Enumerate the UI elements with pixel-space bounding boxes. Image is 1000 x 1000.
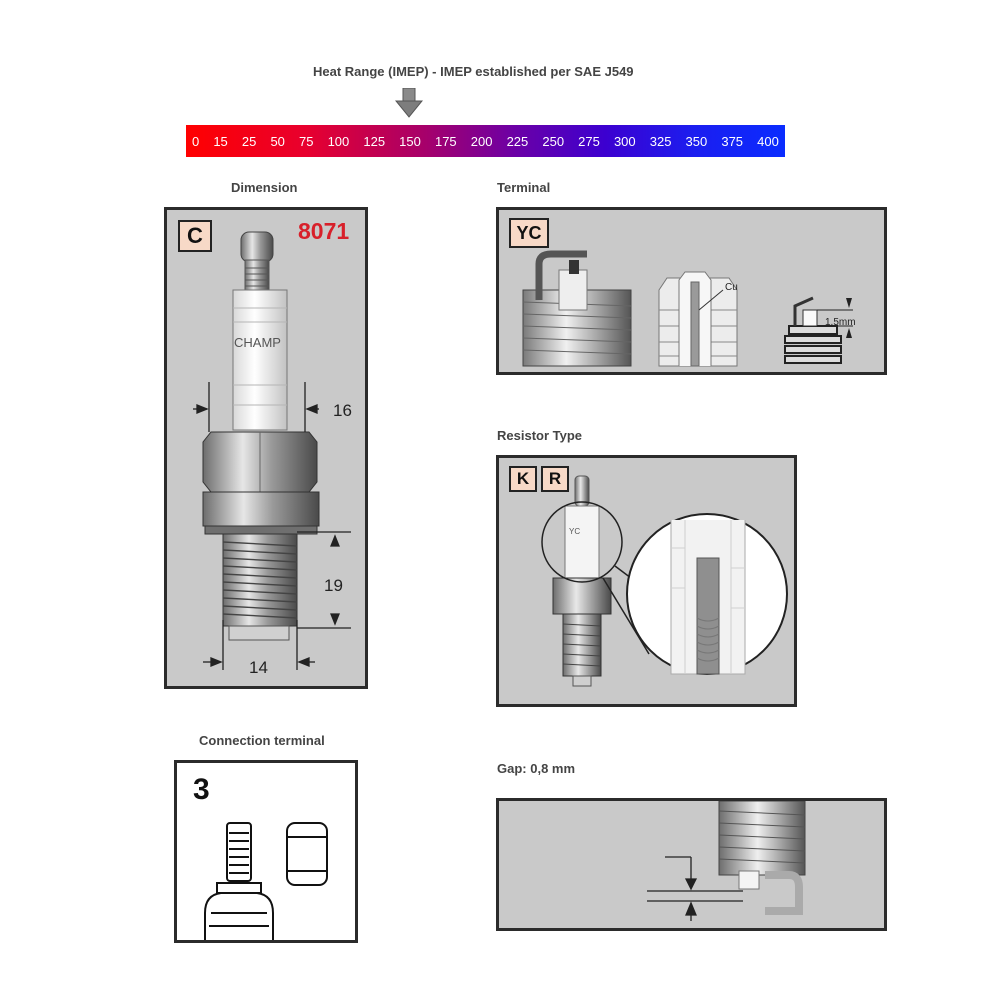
dimension-heading: Dimension	[231, 180, 298, 195]
heat-scale-value: 75	[299, 133, 314, 149]
terminal-tip-drawings	[499, 210, 884, 372]
terminal-panel	[496, 207, 887, 375]
heat-indicator-arrow-icon	[395, 88, 423, 118]
terminal-heading: Terminal	[497, 180, 551, 195]
resistor-cutaway-drawing	[499, 458, 794, 704]
heat-scale-value: 175	[434, 133, 457, 149]
connection-panel	[174, 760, 358, 943]
heat-scale-value: 350	[685, 133, 708, 149]
heat-scale-value: 0	[192, 133, 200, 149]
gap-panel	[496, 798, 887, 931]
connection-code: 3	[193, 773, 210, 806]
connection-heading: Connection terminal	[199, 733, 325, 748]
heat-scale-value: 225	[506, 133, 529, 149]
material-label: Cu	[725, 282, 738, 293]
heat-scale-value: 15	[213, 133, 228, 149]
heat-scale-value: 400	[757, 133, 779, 149]
insulator-text: YC	[569, 527, 581, 536]
heat-scale-value: 25	[241, 133, 257, 149]
dimension-code-badge: C	[178, 220, 212, 252]
heat-scale-value: 250	[542, 133, 565, 149]
dimension-panel	[164, 207, 368, 689]
resistor-heading: Resistor Type	[497, 428, 583, 443]
projection-label: 1.5mm	[825, 317, 856, 328]
heat-range-scale	[186, 125, 785, 157]
terminal-code-badge: YC	[509, 218, 549, 248]
gap-drawing	[499, 801, 884, 928]
heat-scale-value: 200	[470, 133, 493, 149]
heat-scale-value: 150	[399, 133, 421, 149]
heat-scale-value: 50	[270, 133, 285, 149]
resistor-panel	[496, 455, 797, 707]
reach-dimension: 19	[324, 576, 343, 595]
hex-dimension: 16	[333, 401, 352, 420]
gap-heading: Gap: 0,8 mm	[497, 761, 576, 776]
heat-scale-value: 375	[721, 133, 744, 149]
heat-range-title: Heat Range (IMEP) - IMEP established per SAE J549	[313, 64, 634, 79]
resistor-code-badge-k: K	[509, 466, 537, 492]
part-number: 8071	[298, 218, 350, 244]
heat-scale-value: 275	[578, 133, 600, 149]
resistor-code-badge-r: R	[541, 466, 569, 492]
heat-scale-value: 325	[649, 133, 672, 149]
thread-dimension: 14	[249, 658, 268, 677]
insulator-brand-text: CHAMP	[234, 335, 281, 350]
spark-plug-dimension-drawing	[167, 210, 365, 686]
heat-scale-value: 100	[327, 133, 350, 149]
heat-scale-value: 300	[613, 133, 636, 149]
heat-scale-value: 125	[363, 133, 386, 149]
connection-terminal-drawing	[177, 763, 355, 940]
